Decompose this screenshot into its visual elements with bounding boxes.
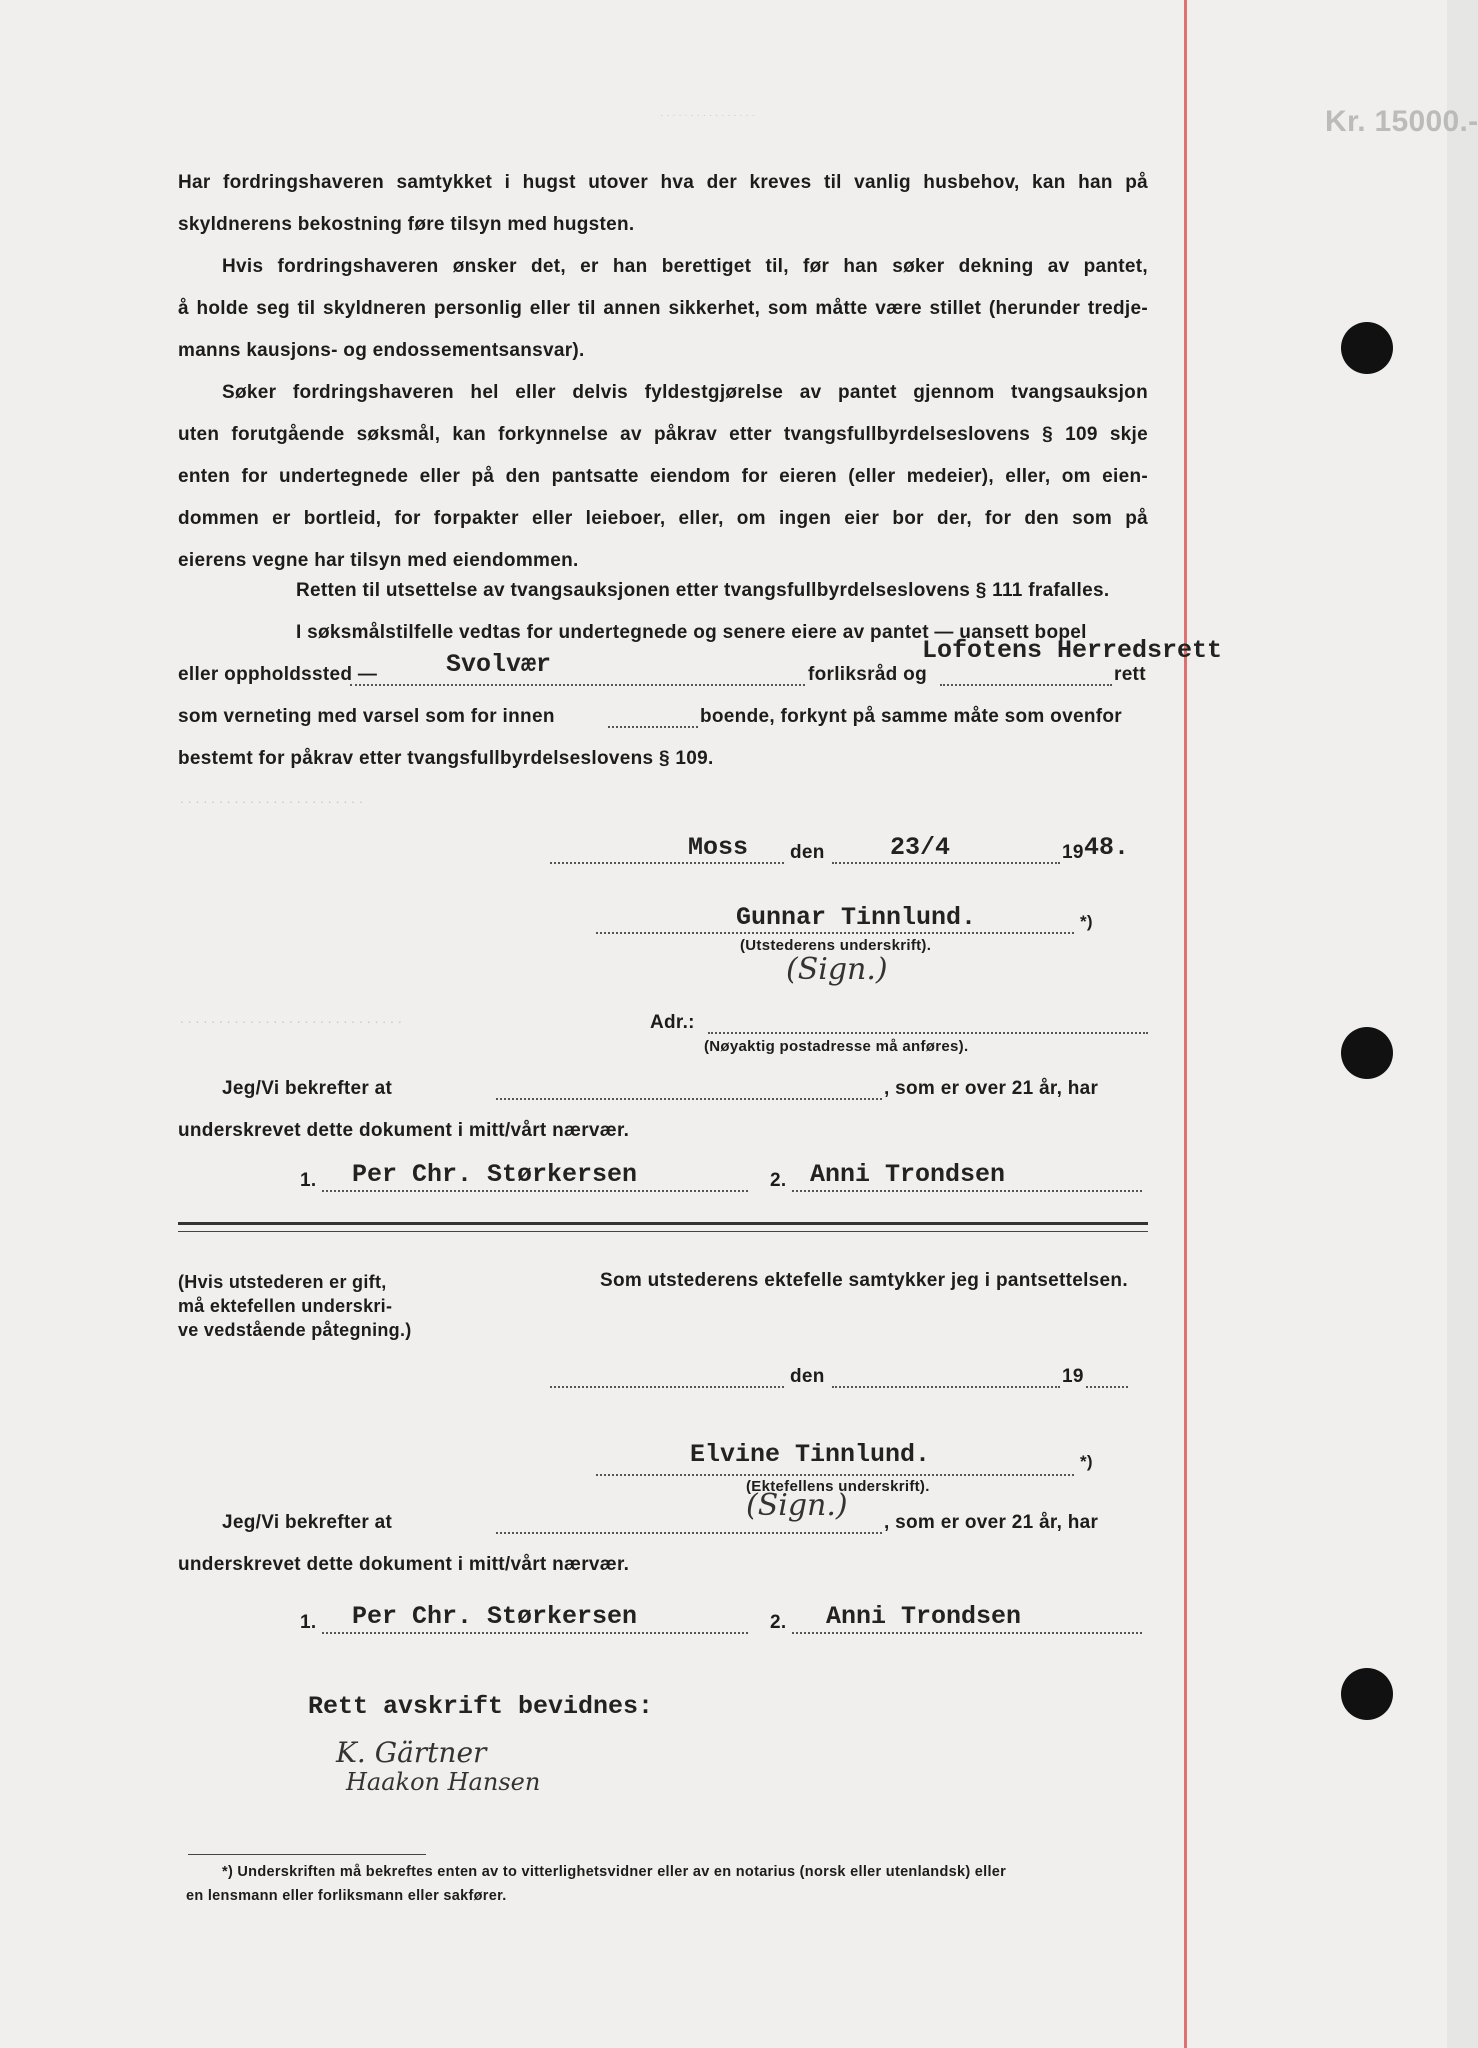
- paragraph-line: Hvis fordringshaveren ønsker det, er han berettiget til, før han søker dekning av pantet,: [222, 256, 1148, 277]
- signature-line: [792, 1632, 1142, 1634]
- blank-line: [550, 1386, 784, 1388]
- spouse-note: må ektefellen underskri-: [178, 1296, 393, 1316]
- paragraph-line: skyldnerens bekostning føre tilsyn med hugsten.: [178, 214, 635, 235]
- paragraph-line: eller oppholdssted —: [178, 664, 378, 685]
- year-prefix: 19: [1062, 1366, 1084, 1387]
- paragraph-line: uten forutgående søksmål, kan forkynnelse av påkrav etter tvangsfullbyrdelseslovens § 109 skje: [178, 424, 1148, 445]
- witness-text: underskrevet dette dokument i mitt/vårt nærvær.: [178, 1120, 630, 1141]
- sign-note: (Sign.): [786, 952, 888, 987]
- witness-text: Jeg/Vi bekrefter at: [222, 1078, 393, 1099]
- filled-court: Lofotens Herredsrett: [922, 636, 1223, 665]
- blank-line: [940, 684, 1112, 686]
- document-page: · · · · · · · · · · · · · · · · . . . . . . . . . . . . . . . . . . . . . . . . . . . . . . . . . . . . . . . . . . . . . . . . . . . . . Kr. 15000.- Har fordringshaveren samtykket i hugst utover hva der kreves til vanlig husbehov, kan han på skyldnerens bekostning føre tilsyn med hugsten. Hvis fordringshaveren ønsker det, er han berettiget til, før han søker dekning av pantet, å holde seg til skyldneren personlig eller til annen sikkerhet, som måtte være stillet (herunder tredje- manns kausjons- og endossementsansvar). Søker fordringshaveren hel eller delvis fyldestgjørelse av pantet gjennom tvangsauksjon uten forutgående søksmål, kan forkynnelse av påkrav etter tvangsfullbyrdelseslovens § 109 skje enten for undertegnede eller på den pantsatte eiendom for eieren (eller medeier), eller, om eien- dommen er bortleid, for forpakter eller leieboer, eller, om ingen eier bor der, for den som på eierens vegne har tilsyn med eiendommen. Retten til utsettelse av tvangsauksjonen etter tvangsfullbyrdelseslovens § 111 frafalles. I søksmålstilfelle vedtas for undertegnede og senere eiere av pantet — uansett bopel eller oppholdssted — Svolvær forliksråd og Lofotens Herredsrett rett som verneting med varsel som for innen boende, forkynt på samme måte som ovenfor bestemt for påkrav etter tvangsfullbyrdelseslovens § 109. Moss den 23/4 19 48. Gunnar Tinnlund. *) (Utstederens underskrift). (Sign.) Adr.: (Nøyaktig postadresse må anføres). Jeg/Vi bekrefter at , som er over 21 år, har underskrevet dette dokument i mitt/vårt nærvær. 1. Per Chr. Størkersen 2. Anni Trondsen (Hvis utstederen er gift, må ektefellen underskri- ve vedstående påtegning.) Som utstederens ektefelle samtykker jeg i pantsettelsen. den 19 Elvine Tinnlund. *) (Ektefellens underskrift). (Sign.) Jeg/Vi bekrefter at , som er over 21 år, har underskrevet dette dokument i mitt/vårt nærvær. 1. Per Chr. Størkersen 2. Anni Trondsen Rett avskrift bevidnes: K. Gärtner Haakon Hansen *) Underskriften må bekreftes enten av to vitterlighetsvidner eller av en notarius (norsk eller utenlandsk) eller en lensmann eller forliksmann eller sakfører.: [0, 0, 1447, 2048]
- spouse-name: Elvine Tinnlund.: [690, 1440, 931, 1469]
- blank-line: [832, 862, 1060, 864]
- signature-line: [322, 1632, 748, 1634]
- signature-line: [596, 1474, 1074, 1476]
- date-label: den: [790, 842, 825, 863]
- address-line: [708, 1032, 1148, 1034]
- spouse-caption: (Ektefellens underskrift).: [746, 1478, 930, 1495]
- witness-text: underskrevet dette dokument i mitt/vårt nærvær.: [178, 1554, 630, 1575]
- section-divider: [178, 1222, 1148, 1225]
- blank-line: [550, 862, 784, 864]
- witness-number: 2.: [770, 1170, 787, 1191]
- paragraph-line: Søker fordringshaveren hel eller delvis fyldestgjørelse av pantet gjennom tvangsauksjon: [222, 382, 1148, 403]
- blank-line: [496, 1532, 882, 1534]
- filled-place: Svolvær: [446, 650, 552, 679]
- loan-amount: Kr. 15000.-: [1325, 105, 1478, 138]
- date-label: den: [790, 1366, 825, 1387]
- section-divider: [178, 1231, 1148, 1232]
- paragraph-line: eierens vegne har tilsyn med eiendommen.: [178, 550, 579, 571]
- spouse-consent: Som utstederens ektefelle samtykker jeg i pantsettelsen.: [600, 1270, 1128, 1291]
- paragraph-line: manns kausjons- og endossementsansvar).: [178, 340, 585, 361]
- blank-line: [496, 1098, 882, 1100]
- paragraph-line: boende, forkynt på samme måte som ovenfor: [700, 706, 1122, 727]
- witness-text: , som er over 21 år, har: [884, 1512, 1099, 1533]
- witness-name: Per Chr. Størkersen: [352, 1160, 638, 1189]
- footnote-line: *) Underskriften må bekreftes enten av to vitterlighetsvidner eller av en notarius (norsk eller utenlandsk) eller: [222, 1864, 1007, 1880]
- handwritten-signature: K. Gärtner: [336, 1736, 487, 1769]
- paragraph-line: som verneting med varsel som for innen: [178, 706, 555, 727]
- filled-date: 23/4: [890, 833, 951, 862]
- paragraph-line: I søksmålstilfelle vedtas for undertegnede og senere eiere av pantet — uansett bopel: [296, 622, 1087, 643]
- witness-text: , som er over 21 år, har: [884, 1078, 1099, 1099]
- year-prefix: 19: [1062, 842, 1084, 863]
- witness-number: 1.: [300, 1612, 317, 1633]
- sign-note: (Sign.): [746, 1488, 848, 1523]
- blank-line: [350, 684, 805, 686]
- issuer-caption: (Utstederens underskrift).: [740, 937, 932, 954]
- punch-hole: [1341, 322, 1393, 374]
- punch-hole: [1341, 1668, 1393, 1720]
- paragraph-line: å holde seg til skyldneren personlig eller til annen sikkerhet, som måtte være stillet (herunder tredje-: [178, 298, 1148, 319]
- paragraph-line: bestemt for påkrav etter tvangsfullbyrdelseslovens § 109.: [178, 748, 714, 769]
- issuer-name: Gunnar Tinnlund.: [736, 903, 977, 932]
- paragraph-line: Retten til utsettelse av tvangsauksjonen etter tvangsfullbyrdelseslovens § 111 frafalles.: [296, 580, 1110, 601]
- filled-year: 48.: [1084, 833, 1130, 862]
- paragraph-line: rett: [1114, 664, 1146, 685]
- paragraph-line: dommen er bortleid, for forpakter eller leieboer, eller, om ingen eier bor der, for den som på: [178, 508, 1148, 529]
- witness-name: Per Chr. Størkersen: [352, 1602, 638, 1631]
- blank-line: [832, 1386, 1060, 1388]
- signature-line: [322, 1190, 748, 1192]
- paragraph-line: enten for undertegnede eller på den pantsatte eiendom for eieren (eller medeier), eller, om eien-: [178, 466, 1148, 487]
- footnote-mark: *): [1080, 912, 1093, 931]
- paragraph-line: forliksråd og: [808, 664, 927, 685]
- footnote-line: en lensmann eller forliksmann eller sakfører.: [186, 1888, 507, 1904]
- address-label: Adr.:: [650, 1012, 695, 1033]
- margin-line: [1184, 0, 1187, 2048]
- handwritten-signature: Haakon Hansen: [346, 1768, 541, 1796]
- witness-name: Anni Trondsen: [810, 1160, 1006, 1189]
- filled-date-place: Moss: [688, 833, 749, 862]
- paragraph-line: Har fordringshaveren samtykket i hugst utover hva der kreves til vanlig husbehov, kan han på: [178, 172, 1148, 193]
- certification-text: Rett avskrift bevidnes:: [308, 1692, 654, 1721]
- witness-name: Anni Trondsen: [826, 1602, 1022, 1631]
- footnote-rule: [188, 1854, 426, 1855]
- blank-line: [608, 726, 698, 728]
- punch-hole: [1341, 1027, 1393, 1079]
- spouse-note: (Hvis utstederen er gift,: [178, 1272, 387, 1292]
- spouse-note: ve vedstående påtegning.): [178, 1320, 412, 1340]
- witness-text: Jeg/Vi bekrefter at: [222, 1512, 393, 1533]
- footnote-mark: *): [1080, 1452, 1093, 1471]
- blank-line: [1086, 1386, 1128, 1388]
- witness-number: 1.: [300, 1170, 317, 1191]
- signature-line: [792, 1190, 1142, 1192]
- signature-line: [596, 932, 1074, 934]
- witness-number: 2.: [770, 1612, 787, 1633]
- address-caption: (Nøyaktig postadresse må anføres).: [704, 1038, 969, 1055]
